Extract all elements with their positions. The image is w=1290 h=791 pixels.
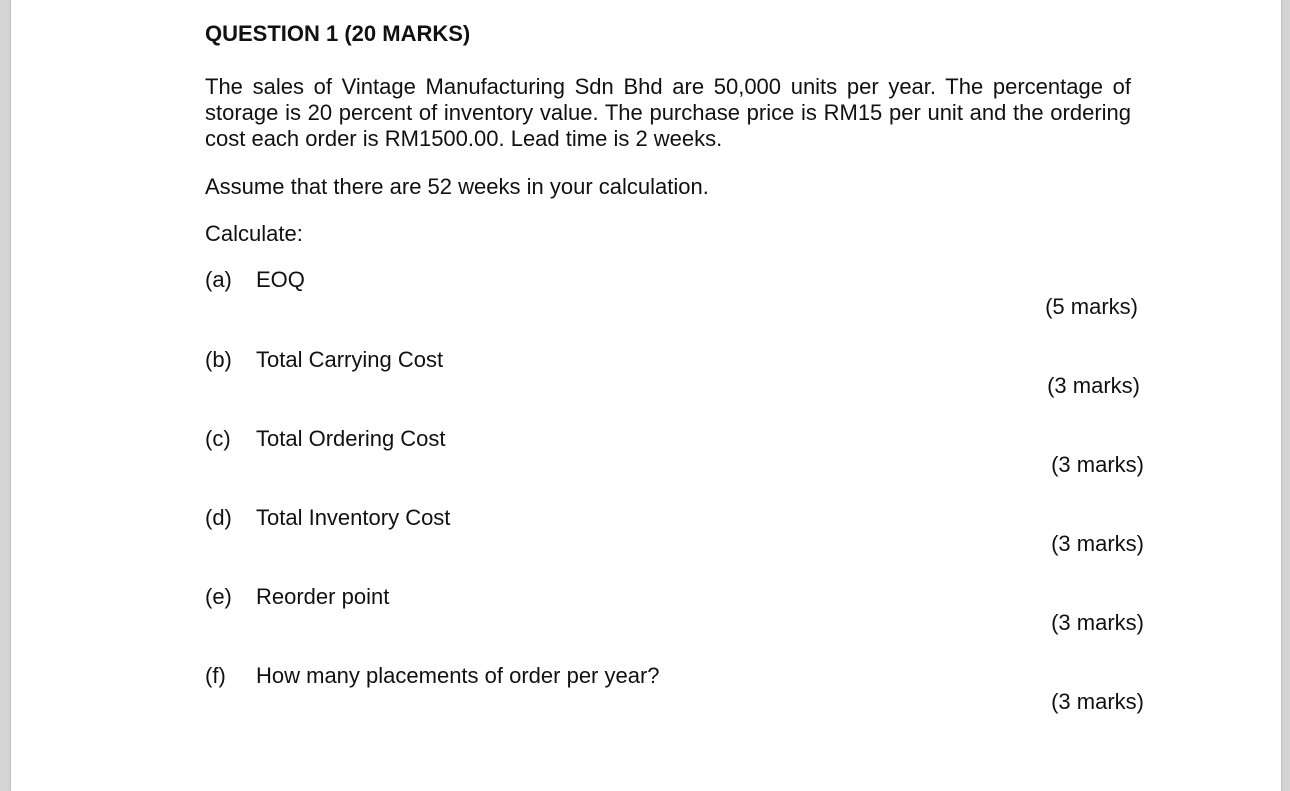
marks-label: (3 marks) <box>1051 531 1144 556</box>
sub-question-label: (f) <box>205 663 226 688</box>
marks-label: (3 marks) <box>1051 452 1144 477</box>
marks-label: (5 marks) <box>1045 294 1138 319</box>
sub-question-label: (d) <box>205 505 232 530</box>
marks-label: (3 marks) <box>1047 373 1140 398</box>
question-heading: QUESTION 1 (20 MARKS) <box>205 21 471 46</box>
marks-label: (3 marks) <box>1051 689 1144 714</box>
instruction-text: Calculate: <box>205 221 303 246</box>
sub-question-label: (c) <box>205 426 231 451</box>
assumption-text: Assume that there are 52 weeks in your calculation. <box>205 174 709 199</box>
sub-question-label: (e) <box>205 584 232 609</box>
sub-question-label: (a) <box>205 267 232 292</box>
question-intro-paragraph: The sales of Vintage Manufacturing Sdn Bhd are 50,000 units per year. The percentage of storage is 20 percent of inventory value. The purchase price is RM15 per unit and the ordering cost each order is RM1500.00. Lead time is 2 weeks. <box>205 74 1131 151</box>
sub-question-text: Total Ordering Cost <box>256 426 446 451</box>
document-page <box>11 0 1281 791</box>
sub-question-text: How many placements of order per year? <box>256 663 660 688</box>
sub-question-label: (b) <box>205 347 232 372</box>
sub-question-text: Total Carrying Cost <box>256 347 444 372</box>
sub-question-text: Reorder point <box>256 584 390 609</box>
marks-label: (3 marks) <box>1051 610 1144 635</box>
sub-question-text: EOQ <box>256 267 305 292</box>
sub-question-text: Total Inventory Cost <box>256 505 451 530</box>
